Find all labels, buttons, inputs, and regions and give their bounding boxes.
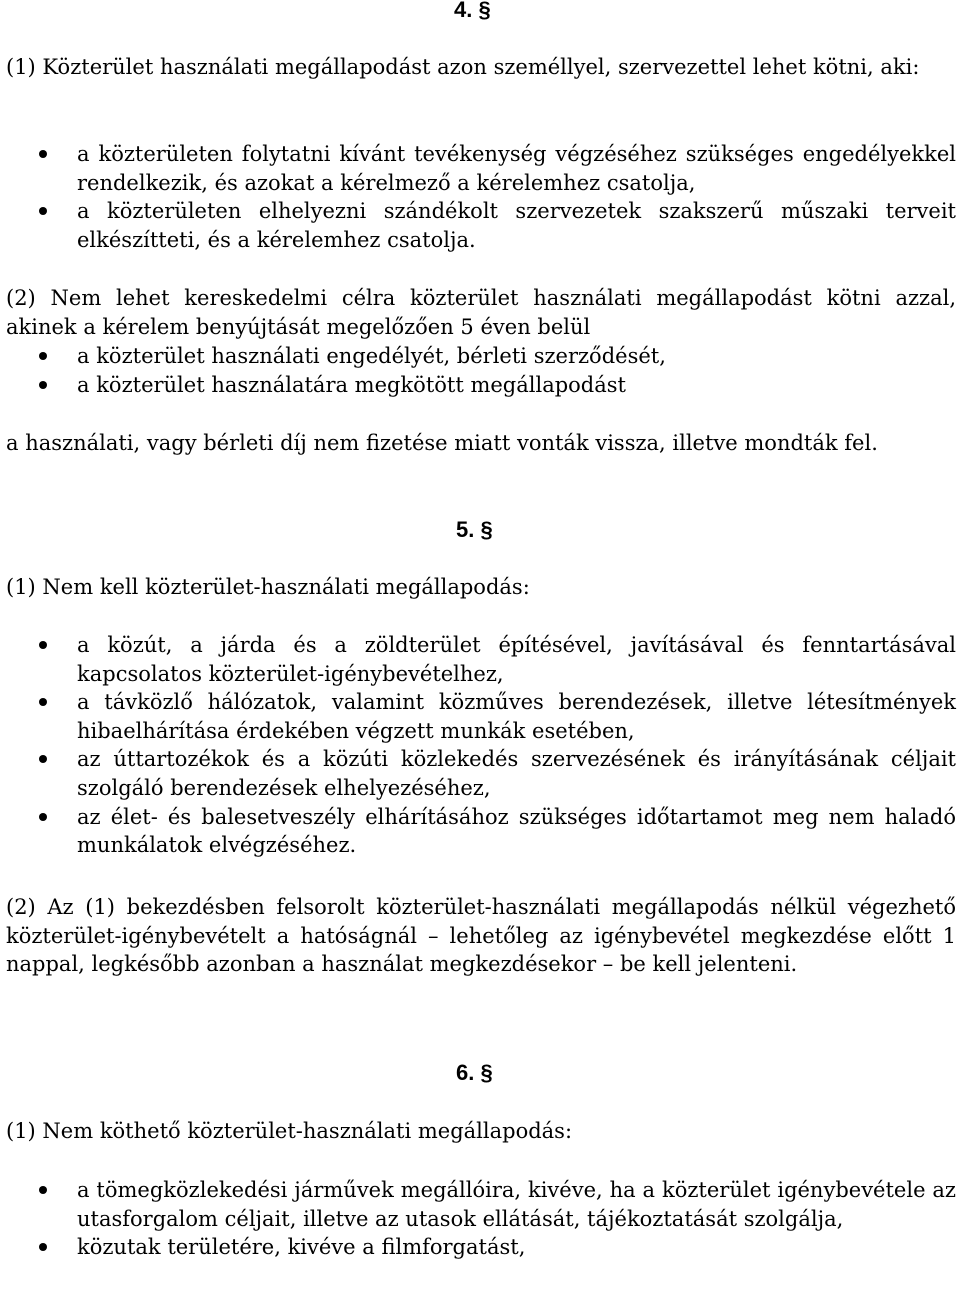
- bullet-icon: [39, 381, 47, 389]
- paragraph-5-1: (1) Nem kell közterület-használati megállapodás:: [6, 575, 530, 599]
- list-item-text: a közterületen elhelyezni szándékolt szervezetek szakszerű műszaki terveit elkészítteti, és a kérelemhez csatolja.: [77, 199, 956, 252]
- list-item-text: a közterület használati engedélyét, bérleti szerződését,: [77, 344, 666, 368]
- section-heading-5: 5. §: [456, 517, 493, 542]
- bullet-icon: [39, 641, 47, 649]
- list-item: [6, 197, 956, 254]
- list-item: [6, 803, 956, 860]
- list-item: [6, 688, 956, 745]
- bullet-icon: [39, 1186, 47, 1194]
- bullet-icon: [39, 755, 47, 763]
- list-item: [6, 1233, 956, 1262]
- paragraph-4-1: (1) Közterület használati megállapodást azon személlyel, szervezettel lehet kötni, aki:: [6, 55, 920, 79]
- bullet-icon: [39, 150, 47, 158]
- list-item: [6, 342, 956, 371]
- list-item-text: a közút, a járda és a zöldterület építésével, javításával és fenntartásával kapcsolatos közterület-igénybevételhez,: [77, 633, 956, 686]
- paragraph-4-2-tail: a használati, vagy bérleti díj nem fizetése miatt vonták vissza, illetve mondták fel.: [6, 431, 878, 455]
- section-heading-4: 4. §: [454, 0, 491, 22]
- bullet-icon: [39, 352, 47, 360]
- list-item-text: a közterületen folytatni kívánt tevékenység végzéséhez szükséges engedélyekkel rendelkezik, és azokat a kérelmező a kérelemhez csatolja,: [77, 142, 956, 195]
- bullet-icon: [39, 813, 47, 821]
- list-item: [6, 631, 956, 688]
- list-6-1: [6, 1176, 956, 1262]
- list-item: [6, 140, 956, 197]
- bullet-icon: [39, 698, 47, 706]
- paragraph-5-2: (2) Az (1) bekezdésben felsorolt közterület-használati megállapodás nélkül végezhető közterület-igénybevételt a hatóságnál – lehetőleg az igénybevétel megkezdése előtt 1 nappal, legkésőbb azonban a használat megkezdésekor – be kell jelenteni.: [6, 895, 956, 977]
- list-item-text: a távközlő hálózatok, valamint közműves berendezések, illetve létesítmények hibaelhárítása érdekében végzett munkák esetében,: [77, 690, 956, 743]
- list-4-2: [6, 342, 956, 399]
- list-item: [6, 745, 956, 802]
- list-item: [6, 371, 956, 400]
- list-item-text: az élet- és balesetveszély elhárításához szükséges időtartamot meg nem haladó munkálatok elvégzéséhez.: [77, 804, 956, 858]
- list-5-1: [6, 631, 956, 860]
- bullet-icon: [39, 207, 47, 215]
- list-item: [6, 1176, 956, 1233]
- list-item-text: a közterület használatára megkötött megállapodást: [77, 372, 626, 397]
- list-item-text: közutak területére, kivéve a filmforgatást,: [77, 1235, 526, 1260]
- list-4-1: [6, 140, 956, 254]
- paragraph-6-1: (1) Nem köthető közterület-használati megállapodás:: [6, 1119, 573, 1143]
- list-item-text: az úttartozékok és a közúti közlekedés szervezésének és irányításának céljait szolgáló berendezések elhelyezéséhez,: [77, 747, 956, 800]
- section-heading-6: 6. §: [456, 1060, 493, 1085]
- list-item-text: a tömegközlekedési járművek megállóira, kivéve, ha a közterület igénybevétele az utasforgalom céljait, illetve az utasok ellátását, tájékoztatását szolgálja,: [77, 1178, 956, 1231]
- paragraph-4-2: (2) Nem lehet kereskedelmi célra közterület használati megállapodást kötni azzal, akinek a kérelem benyújtását megelőzően 5 éven belül: [6, 286, 956, 339]
- bullet-icon: [39, 1243, 47, 1251]
